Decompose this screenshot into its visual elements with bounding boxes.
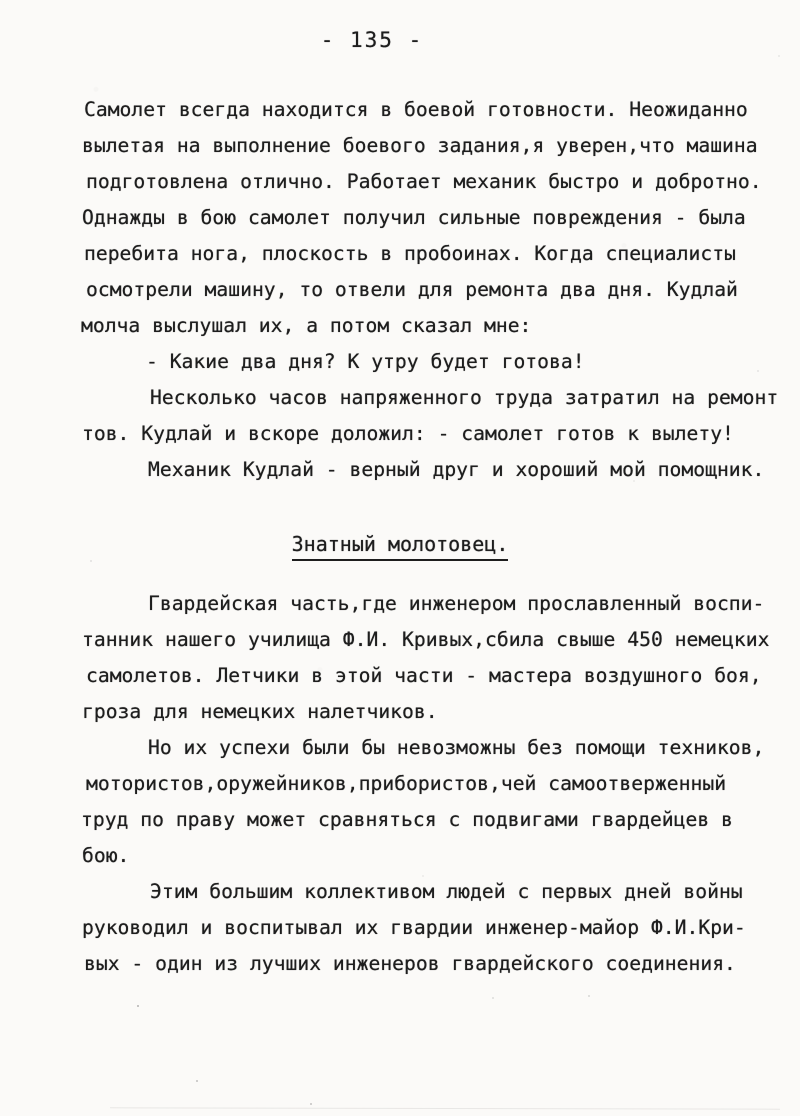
text-line: труд по праву может сравняться с подвигами гвардейцев в bbox=[81, 808, 733, 831]
text-line: Несколько часов напряженного труда затратил на ремонт bbox=[150, 386, 779, 409]
text-line: бою. bbox=[82, 844, 130, 867]
text-line: подготовлена отлично. Работает механик быстро и добротно. bbox=[86, 170, 762, 193]
page-number: - 135 - bbox=[320, 28, 424, 52]
text-line: руководил и воспитывал их гвардии инженер-майор Ф.И.Кри- bbox=[82, 916, 746, 939]
text-line: танник нашего училища Ф.И. Кривых,сбила свыше 450 немецких bbox=[82, 628, 770, 651]
text-line: молча выслушал их, а потом сказал мне: bbox=[81, 314, 532, 337]
text-line: мотористов,оружейников,прибористов,чей самоотверженный bbox=[86, 772, 727, 795]
scan-noise-speckles bbox=[0, 0, 2, 2]
text-line: вых - один из лучших инженеров гвардейского соединения. bbox=[84, 952, 736, 975]
paragraph-block-2 bbox=[81, 586, 770, 982]
section-heading-row bbox=[0, 532, 800, 561]
paragraph-block-1 bbox=[81, 92, 779, 488]
section-heading: Знатный молотовец. bbox=[292, 532, 509, 561]
text-line: перебита нога, плоскость в пробоинах. Когда специалисты bbox=[84, 242, 736, 265]
text-line: Однажды в бою самолет получил сильные повреждения - была bbox=[82, 206, 746, 229]
text-line: Но их успехи были бы невозможны без помощи техников, bbox=[148, 736, 765, 759]
text-line: тов. Кудлай и вскоре доложил: - самолет готов к вылету! bbox=[82, 422, 734, 445]
text-line: Этим большим коллективом людей с первых дней войны bbox=[150, 880, 743, 903]
scan-artifact-line bbox=[110, 1107, 780, 1109]
text-line: Гвардейская часть,где инженером прославленный воспи- bbox=[148, 592, 765, 615]
text-line: осмотрели машину, то отвели для ремонта два дня. Кудлай bbox=[86, 278, 738, 301]
text-line: самолетов. Летчики в этой части - мастера воздушного боя, bbox=[86, 664, 762, 687]
text-line: Механик Кудлай - верный друг и хороший мой помощник. bbox=[148, 458, 765, 481]
text-line-dialogue: - Какие два дня? К утру будет готова! bbox=[146, 350, 585, 373]
text-line: гроза для немецких налетчиков. bbox=[82, 700, 438, 723]
text-line: Самолет всегда находится в боевой готовности. Неожиданно bbox=[84, 98, 748, 121]
text-line: вылетая на выполнение боевого задания,я уверен,что машина bbox=[82, 134, 758, 157]
